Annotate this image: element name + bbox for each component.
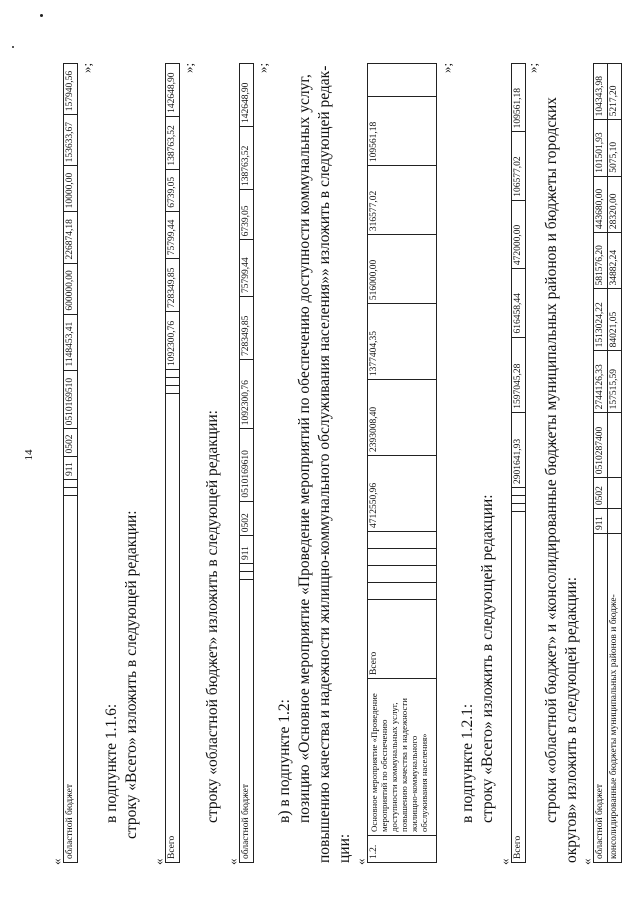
cell: 1148453,41 xyxy=(64,314,78,370)
cell: 75799,44 xyxy=(166,211,180,258)
cell: 911 xyxy=(240,536,254,564)
quote-close: »; xyxy=(525,62,540,73)
scan-speck-2 xyxy=(12,46,14,48)
cell: 138763,52 xyxy=(240,127,254,190)
table-row xyxy=(608,64,622,863)
cell: 138763,52 xyxy=(166,116,180,169)
cell: 5217,20 xyxy=(608,64,622,120)
table-item-1-2 xyxy=(367,63,437,863)
table-row xyxy=(594,64,608,863)
paragraph-4-line-1: в подпункте 1.2.1: xyxy=(459,703,476,823)
cell: 6739,05 xyxy=(240,189,254,239)
cell: 581576,20 xyxy=(594,233,608,289)
row-label: Всего xyxy=(166,394,180,863)
cell: 2901641,93 xyxy=(512,412,526,487)
cell: 0502 xyxy=(64,429,78,457)
cell: 226874,18 xyxy=(64,212,78,263)
cell: 1092300,76 xyxy=(166,311,180,369)
cell: 0510169610 xyxy=(240,429,254,501)
row-index: 1.2. xyxy=(368,836,437,863)
cell: 472000,00 xyxy=(512,200,526,268)
cell: 10000,00 xyxy=(64,166,78,212)
cell: 443680,00 xyxy=(594,176,608,232)
cell: 101501,93 xyxy=(594,120,608,176)
paragraph-3-line-3: повышению качества и надежности жилищно-коммунального обслуживания населения»» изложить в следующей редак- xyxy=(316,65,333,863)
paragraph-5-line-1: строки «областной бюджет» и «консолидированные бюджеты муниципальных районов и бюджеты городских xyxy=(543,97,560,823)
quote-open: « xyxy=(151,858,166,865)
rotated-document-page xyxy=(20,25,620,885)
row-label: Всего xyxy=(368,600,437,679)
cell: 616458,44 xyxy=(512,269,526,337)
cell: 1092300,76 xyxy=(240,359,254,428)
scan-speck-1 xyxy=(40,14,43,17)
table-obl-budget-3 xyxy=(593,63,622,863)
cell: 0502 xyxy=(240,501,254,536)
paragraph-3-line-2: позицию «Основное мероприятие «Проведение мероприятий по обеспечению доступности коммунальных услуг, xyxy=(296,74,313,823)
cell: 0510287400 xyxy=(594,413,608,478)
quote-open: « xyxy=(225,858,240,865)
paragraph-1-line-2: строку «Всего» изложить в следующей редакции: xyxy=(123,510,140,839)
table-row xyxy=(64,64,78,863)
cell: 153633,67 xyxy=(64,115,78,166)
quote-open: « xyxy=(49,858,64,865)
quote-close: »; xyxy=(181,62,196,73)
table-vsego-2 xyxy=(511,63,526,863)
cell: 728349,85 xyxy=(166,259,180,312)
table-row xyxy=(166,64,180,863)
cell: 600000,00 xyxy=(64,263,78,314)
cell: 109561,18 xyxy=(512,64,526,132)
cell: 2744126,33 xyxy=(594,351,608,413)
cell: 34882,24 xyxy=(608,233,622,289)
cell: 104343,98 xyxy=(594,64,608,120)
paragraph-4-line-2: строку «Всего» изложить в следующей редакции: xyxy=(479,494,496,823)
cell: 316577,02 xyxy=(368,166,437,235)
quote-close: »; xyxy=(79,62,94,73)
cell: 0502 xyxy=(594,478,608,509)
cell: 109561,18 xyxy=(368,97,437,166)
paragraph-3-line-1: в) в подпункте 1.2: xyxy=(276,699,293,823)
paragraph-5-line-2: округов» изложить в следующей редакции: xyxy=(563,576,580,863)
cell: 142648,90 xyxy=(166,64,180,117)
quote-close: »; xyxy=(255,62,270,73)
row-label: Всего xyxy=(512,512,526,863)
cell: 2393008,40 xyxy=(368,380,437,456)
cell: 142648,90 xyxy=(240,64,254,127)
cell: 0510169510 xyxy=(64,370,78,429)
quote-open: « xyxy=(579,858,594,865)
cell: 911 xyxy=(64,457,78,480)
row-label: консолидированные бюджеты муниципальных районов и бюдже- xyxy=(608,534,622,863)
cell: 75799,44 xyxy=(240,240,254,297)
cell: 6739,05 xyxy=(166,169,180,211)
cell: 4712550,96 xyxy=(368,456,437,532)
cell: 516000,00 xyxy=(368,235,437,304)
table-row xyxy=(240,64,254,863)
cell: 84021,05 xyxy=(608,289,622,351)
cell: 911 xyxy=(594,509,608,534)
quote-open: « xyxy=(497,858,512,865)
quote-open: « xyxy=(353,858,368,865)
quote-close: »; xyxy=(439,62,454,73)
cell: 157515,59 xyxy=(608,351,622,413)
cell: 28320,00 xyxy=(608,176,622,232)
cell: 1513024,22 xyxy=(594,289,608,351)
cell: 106577,02 xyxy=(512,132,526,200)
table-obl-budget-2 xyxy=(239,63,254,863)
table-obl-budget-1 xyxy=(63,63,78,863)
table-row xyxy=(368,64,437,863)
row-description: Основное мероприятие «Проведение мероприятий по обеспечению доступности коммунальных услуг, повышению качества и надежности жилищно-коммунального обслуживания населения» xyxy=(368,679,437,836)
row-label: областной бюджет xyxy=(240,580,254,863)
row-label: областной бюджет xyxy=(594,534,608,863)
cell: 1377404,35 xyxy=(368,304,437,380)
table-row xyxy=(512,64,526,863)
table-vsego-1 xyxy=(165,63,180,863)
cell: 728349,85 xyxy=(240,296,254,359)
cell: 5075,10 xyxy=(608,120,622,176)
row-label: областной бюджет xyxy=(64,496,78,863)
paragraph-2: строку «областной бюджет» изложить в следующей редакции: xyxy=(204,410,221,823)
page-number: 14 xyxy=(23,449,35,461)
cell: 1597045,28 xyxy=(512,337,526,412)
cell: 157940,56 xyxy=(64,64,78,115)
paragraph-3-line-4: ции: xyxy=(336,833,353,863)
paragraph-1-line-1: в подпункте 1.1.6: xyxy=(103,703,120,823)
